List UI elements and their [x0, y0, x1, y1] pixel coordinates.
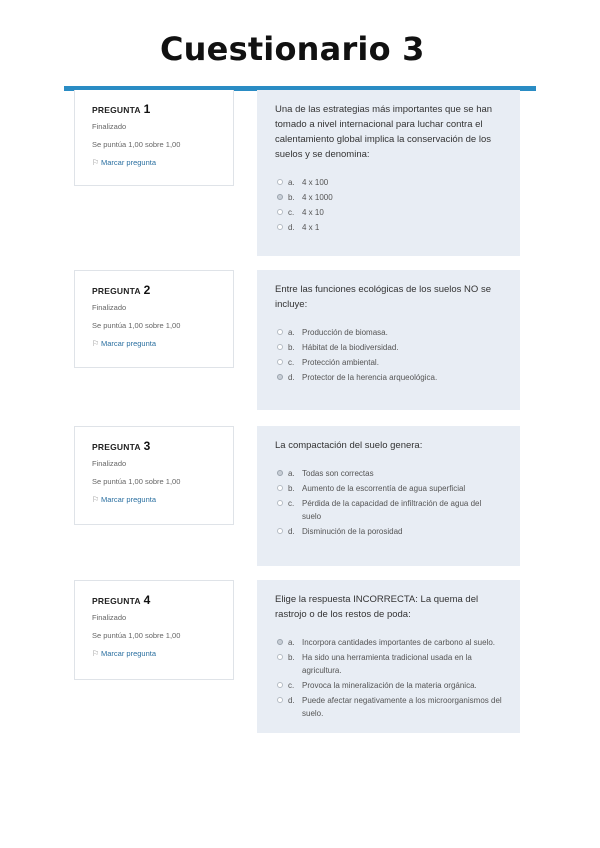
- answer-option[interactable]: [275, 651, 502, 677]
- answer-letter: c.: [288, 499, 295, 508]
- radio-button[interactable]: [277, 500, 283, 506]
- answer-option[interactable]: [275, 525, 502, 538]
- question-grade: Se puntúa 1,00 sobre 1,00: [92, 321, 181, 330]
- question-grade: Se puntúa 1,00 sobre 1,00: [92, 140, 181, 149]
- question-label: PREGUNTA: [92, 286, 141, 296]
- flag-question-label: Marcar pregunta: [101, 649, 157, 658]
- answer-letter: a.: [288, 178, 295, 187]
- answer-text: Disminución de la porosidad: [302, 527, 403, 536]
- answer-text: 4 x 1: [302, 223, 320, 232]
- document-title: Cuestionario 3: [160, 30, 425, 68]
- question-text: Una de las estrategias más importantes que se han tomado a nivel internacional para luchar contra el calentamiento global implica la conservación de los suelos y se denomina:: [275, 104, 493, 160]
- flag-question-label: Marcar pregunta: [101, 339, 157, 348]
- question-info: [74, 426, 234, 525]
- question-content: [257, 580, 520, 733]
- question-grade: Se puntúa 1,00 sobre 1,00: [92, 631, 181, 640]
- radio-button[interactable]: [277, 329, 283, 335]
- answer-text: Protección ambiental.: [302, 358, 379, 367]
- answer-text: Todas son correctas: [302, 469, 374, 478]
- flag-question-link[interactable]: [92, 649, 233, 658]
- answer-letter: a.: [288, 638, 295, 647]
- flag-icon: ⚐: [92, 649, 100, 658]
- question-text: Elige la respuesta INCORRECTA: La quema del rastrojo o de los restos de poda:: [275, 594, 479, 620]
- question-text: La compactación del suelo genera:: [275, 440, 423, 451]
- radio-button[interactable]: [277, 485, 283, 491]
- question-state: Finalizado: [92, 613, 127, 622]
- flag-icon: ⚐: [92, 158, 100, 167]
- answer-letter: b.: [288, 653, 295, 662]
- radio-button-selected[interactable]: [277, 470, 283, 476]
- answer-list: [275, 636, 502, 720]
- answer-option[interactable]: [275, 497, 502, 523]
- question-content: [257, 270, 520, 410]
- answer-option[interactable]: [275, 176, 502, 189]
- radio-button-selected[interactable]: [277, 374, 283, 380]
- radio-button[interactable]: [277, 682, 283, 688]
- answer-text: 4 x 10: [302, 208, 324, 217]
- answer-text: Incorpora cantidades importantes de carbono al suelo.: [302, 638, 496, 647]
- question-number: 1: [143, 102, 151, 116]
- answer-letter: c.: [288, 681, 295, 690]
- flag-question-link[interactable]: [92, 158, 233, 167]
- answer-option[interactable]: [275, 636, 502, 649]
- question-state: Finalizado: [92, 459, 127, 468]
- radio-button[interactable]: [277, 224, 283, 230]
- answer-text: Provoca la mineralización de la materia orgánica.: [302, 681, 477, 690]
- answer-option[interactable]: [275, 467, 502, 480]
- radio-button-selected[interactable]: [277, 194, 283, 200]
- answer-letter: c.: [288, 358, 295, 367]
- answer-option[interactable]: [275, 206, 502, 219]
- answer-letter: d.: [288, 527, 295, 536]
- answer-list: [275, 176, 502, 234]
- answer-letter: c.: [288, 208, 295, 217]
- flag-question-label: Marcar pregunta: [101, 495, 157, 504]
- answer-letter: b.: [288, 343, 295, 352]
- radio-button[interactable]: [277, 697, 283, 703]
- answer-text: 4 x 100: [302, 178, 329, 187]
- answer-option[interactable]: [275, 482, 502, 495]
- answer-text: Puede afectar negativamente a los microorganismos del suelo.: [302, 696, 502, 718]
- question-state: Finalizado: [92, 122, 127, 131]
- answer-option[interactable]: [275, 191, 502, 204]
- question-info: [74, 580, 234, 680]
- question-label: PREGUNTA: [92, 442, 141, 452]
- radio-button[interactable]: [277, 654, 283, 660]
- question-number: 4: [143, 593, 151, 607]
- flag-icon: ⚐: [92, 339, 100, 348]
- question-content: [257, 426, 520, 566]
- answer-text: Aumento de la escorrentía de agua superficial: [302, 484, 466, 493]
- answer-letter: d.: [288, 223, 295, 232]
- answer-list: [275, 467, 502, 538]
- flag-icon: ⚐: [92, 495, 100, 504]
- answer-letter: d.: [288, 373, 295, 382]
- flag-question-link[interactable]: [92, 495, 233, 504]
- question-grade: Se puntúa 1,00 sobre 1,00: [92, 477, 181, 486]
- answer-text: Producción de biomasa.: [302, 328, 388, 337]
- answer-letter: a.: [288, 328, 295, 337]
- question-info: [74, 270, 234, 368]
- answer-letter: b.: [288, 484, 295, 493]
- answer-text: Hábitat de la biodiversidad.: [302, 343, 399, 352]
- question-content: [257, 90, 520, 256]
- answer-letter: d.: [288, 696, 295, 705]
- answer-option[interactable]: [275, 679, 502, 692]
- question-number: 3: [143, 439, 151, 453]
- answer-text: Protector de la herencia arqueológica.: [302, 373, 438, 382]
- answer-option[interactable]: [275, 341, 502, 354]
- radio-button[interactable]: [277, 528, 283, 534]
- answer-text: 4 x 1000: [302, 193, 333, 202]
- radio-button-selected[interactable]: [277, 639, 283, 645]
- question-text: Entre las funciones ecológicas de los suelos NO se incluye:: [275, 284, 491, 310]
- answer-option[interactable]: [275, 356, 502, 369]
- question-label: PREGUNTA: [92, 596, 141, 606]
- answer-text: Pérdida de la capacidad de infiltración de agua del suelo: [302, 499, 482, 521]
- question-info: [74, 90, 234, 186]
- answer-text: Ha sido una herramienta tradicional usada en la agricultura.: [302, 653, 472, 675]
- question-number: 2: [143, 283, 151, 297]
- answer-option[interactable]: [275, 694, 502, 720]
- flag-question-label: Marcar pregunta: [101, 158, 157, 167]
- answer-option[interactable]: [275, 371, 502, 384]
- answer-list: [275, 326, 502, 384]
- answer-option[interactable]: [275, 326, 502, 339]
- answer-letter: b.: [288, 193, 295, 202]
- question-label: PREGUNTA: [92, 105, 141, 115]
- flag-question-link[interactable]: [92, 339, 233, 348]
- radio-button[interactable]: [277, 209, 283, 215]
- radio-button[interactable]: [277, 179, 283, 185]
- answer-letter: a.: [288, 469, 295, 478]
- radio-button[interactable]: [277, 359, 283, 365]
- answer-option[interactable]: [275, 221, 502, 234]
- question-state: Finalizado: [92, 303, 127, 312]
- radio-button[interactable]: [277, 344, 283, 350]
